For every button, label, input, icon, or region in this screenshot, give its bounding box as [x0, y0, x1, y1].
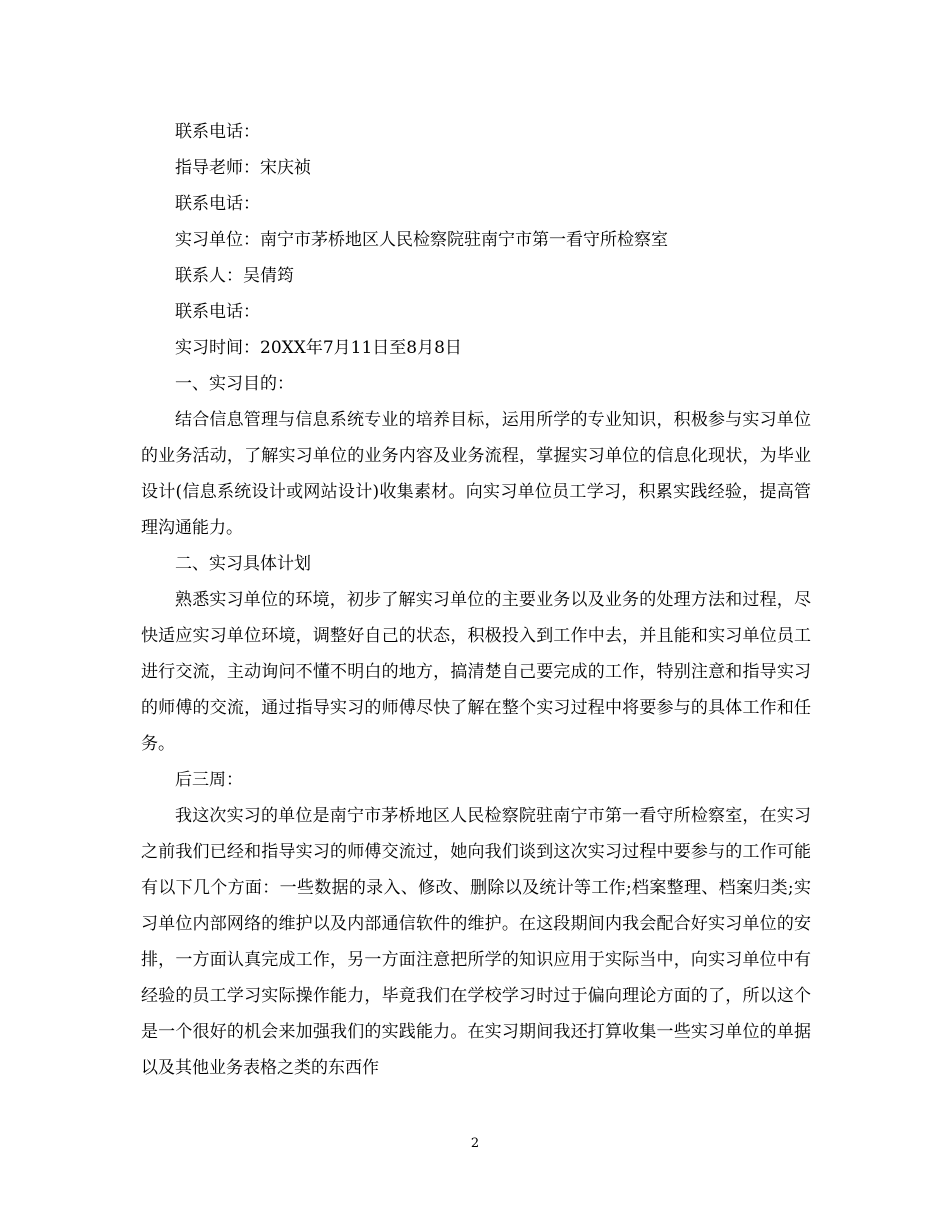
- section-1-heading: 一、实习目的：: [175, 374, 294, 394]
- page-number: 2: [470, 1136, 480, 1151]
- plan-paragraph: 熟悉实习单位的环境，初步了解实习单位的主要业务以及业务的处理方法和过程，尽快适应实习单位环境，调整好自己的状态，积极投入到工作中去，并且能和实习单位员工进行交流，主动询问不懂不明白的地方，搞清楚自己要完成的工作，特别注意和指导实习的师傅的交流，通过指导实习的师傅尽快了解在整个实习过程中将要参与的具体工作和任务。: [141, 590, 811, 754]
- internship-unit-line: 实习单位：南宁市茅桥地区人民检察院驻南宁市第一看守所检察室: [175, 230, 668, 250]
- details-paragraph: 我这次实习的单位是南宁市茅桥地区人民检察院驻南宁市第一看守所检察室，在实习之前我们已经和指导实习的师傅交流过，她向我们谈到这次实习过程中要参与的工作可能有以下几个方面：一些数据的录入、修改、删除以及统计等工作;档案整理、档案归类;实习单位内部网络的维护以及内部通信软件的维护。在这段期间内我会配合好实习单位的安排，一方面认真完成工作，另一方面注意把所学的知识应用于实际当中，向实习单位中有经验的员工学习实际操作能力，毕竟我们在学校学习时过于偏向理论方面的了，所以这个是一个很好的机会来加强我们的实践能力。在实习期间我还打算收集一些实习单位的单据以及其他业务表格之类的东西作: [141, 806, 811, 1078]
- purpose-paragraph: 结合信息管理与信息系统专业的培养目标，运用所学的专业知识，积极参与实习单位的业务活动，了解实习单位的业务内容及业务流程，掌握实习单位的信息化现状，为毕业设计(信息系统设计或网站设计)收集素材。向实习单位员工学习，积累实践经验，提高管理沟通能力。: [141, 410, 811, 538]
- contact-phone-line-3: 联系电话：: [175, 302, 260, 322]
- last-three-weeks-heading: 后三周：: [175, 770, 243, 790]
- contact-person-line: 联系人：吴倩筠: [175, 266, 294, 286]
- internship-time-line: 实习时间：20XX年7月11日至8月8日: [175, 338, 462, 358]
- advisor-line: 指导老师：宋庆祯: [175, 158, 311, 178]
- contact-phone-line-1: 联系电话：: [175, 122, 260, 142]
- page-content: [141, 114, 811, 1086]
- contact-phone-line-2: 联系电话：: [175, 194, 260, 214]
- section-2-heading: 二、实习具体计划: [175, 554, 311, 574]
